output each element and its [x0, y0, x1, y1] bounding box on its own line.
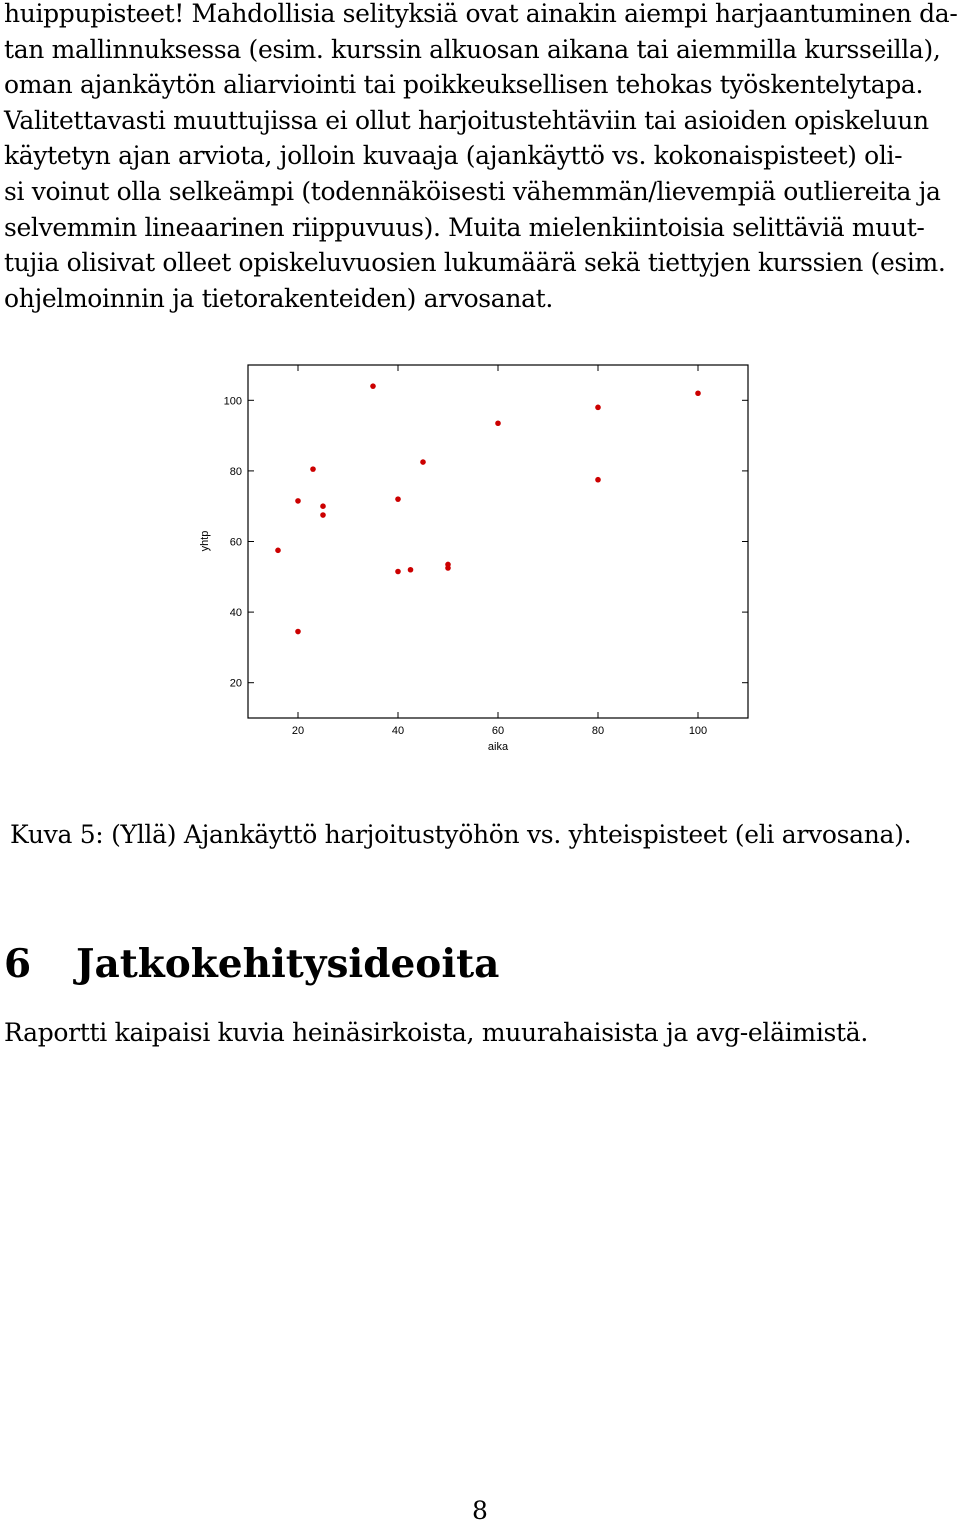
body-paragraph: [4, 0, 958, 316]
data-point: [495, 420, 501, 426]
paragraph-line: ohjelmoinnin ja tietorakenteiden) arvosanat.: [4, 283, 553, 313]
data-point: [295, 629, 301, 635]
y-tick-label: 60: [229, 536, 242, 549]
data-point: [595, 405, 601, 411]
y-tick-label: 100: [223, 395, 242, 408]
data-point: [395, 496, 401, 502]
plot-frame: [248, 365, 748, 718]
paragraph-line: huippupisteet! Mahdollisia selityksiä ovat ainakin aiempi harjaantuminen da-: [4, 0, 958, 28]
paragraph-line: si voinut olla selkeämpi (todennäköisesti vähemmän/lievempiä outliereita ja: [4, 176, 941, 206]
x-tick-label: 20: [291, 725, 305, 737]
data-point: [310, 466, 316, 472]
data-point: [695, 390, 701, 396]
y-axis-label: yhtp: [199, 530, 211, 552]
x-tick-label: 60: [491, 725, 505, 737]
scatter-chart: [180, 350, 780, 770]
data-point: [370, 383, 376, 389]
paragraph-line: tan mallinnuksessa (esim. kurssin alkuosan aikana tai aiemmilla kursseilla),: [4, 34, 941, 64]
data-point: [445, 565, 451, 571]
scatter-plot-svg: [180, 350, 780, 770]
y-axis-ticks: [224, 395, 748, 689]
y-tick-label: 80: [229, 465, 242, 478]
paragraph-line: selvemmin lineaarinen riippuvuus). Muita mielenkiintoisia selittäviä muut-: [4, 212, 925, 242]
data-point: [395, 569, 401, 575]
x-axis-label: aika: [487, 741, 509, 753]
paragraph-line: käytetyn ajan arviota, jolloin kuvaaja (ajankäyttö vs. kokonaispisteet) oli-: [4, 141, 903, 171]
data-point: [420, 459, 426, 465]
x-tick-label: 100: [688, 725, 708, 737]
paragraph-line: tujia olisivat olleet opiskeluvuosien lukumäärä sekä tiettyjen kurssien (esim.: [4, 248, 946, 278]
paragraph-line: Valitettavasti muuttujissa ei ollut harjoitustehtäviin tai asioiden opiskeluun: [4, 105, 929, 135]
data-point: [595, 477, 601, 483]
data-point: [408, 567, 414, 573]
y-tick-label: 20: [229, 677, 242, 690]
x-tick-label: 40: [391, 725, 405, 737]
paragraph-line: oman ajankäytön aliarviointi tai poikkeuksellisen tehokas työskentelytapa.: [4, 70, 924, 100]
data-points: [275, 383, 701, 634]
x-axis-ticks: [292, 365, 707, 737]
y-tick-label: 40: [229, 607, 242, 620]
section-body-text: Raportti kaipaisi kuvia heinäsirkoista, muurahaisista ja avg-eläimistä.: [4, 1018, 869, 1047]
data-point: [320, 512, 326, 518]
x-tick-label: 80: [591, 725, 605, 737]
section-title: Jatkokehitysideoita: [76, 941, 500, 987]
figure-caption: Kuva 5: (Yllä) Ajankäyttö harjoitustyöhön vs. yhteispisteet (eli arvosana).: [10, 820, 912, 849]
section-heading: [4, 938, 499, 990]
data-point: [275, 548, 281, 554]
page-number: 8: [472, 1496, 488, 1525]
data-point: [295, 498, 301, 504]
data-point: [320, 503, 326, 509]
section-number: 6: [4, 941, 32, 987]
